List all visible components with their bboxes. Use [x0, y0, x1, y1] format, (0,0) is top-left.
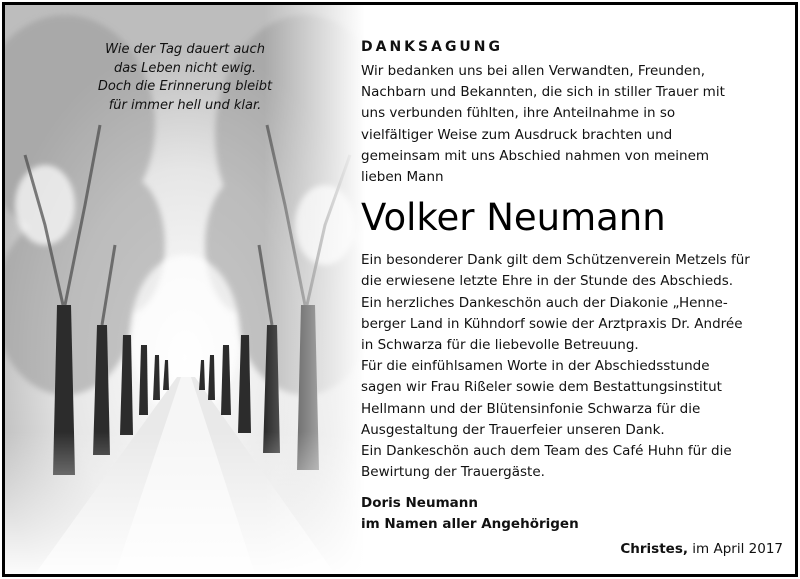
- signature-name: Doris Neumann: [361, 495, 478, 512]
- text-line: uns verbunden fühlten, ihre Anteilnahme in so: [361, 105, 676, 122]
- text-line: vielfältiger Weise zum Ausdruck brachten und: [361, 126, 673, 143]
- text-line: Ein besonderer Dank gilt dem Schützenverein Metzels für: [361, 252, 750, 269]
- place-date: im April 2017: [692, 541, 783, 557]
- text-line: Ein Dankeschön auch dem Team des Café Huhn für die: [361, 443, 732, 460]
- text-line: Für die einfühlsamen Worte in der Abschiedsstunde: [361, 358, 710, 375]
- poem-line: Wie der Tag dauert auch: [105, 42, 265, 57]
- text-line: in Schwarza für die liebevolle Betreuung.: [361, 337, 639, 354]
- memorial-poem: [85, 41, 285, 115]
- place-town: Christes,: [620, 541, 688, 557]
- text-line: die erwiesene letzte Ehre in der Stunde des Abschieds.: [361, 273, 734, 290]
- text-line: Bewirtung der Trauergäste.: [361, 464, 545, 481]
- notice-content: [361, 39, 791, 535]
- text-line: gemeinsam mit uns Abschied nahmen von meinem: [361, 147, 710, 164]
- text-line: Wir bedanken uns bei allen Verwandten, Freunden,: [361, 63, 706, 79]
- text-line: sagen wir Frau Rißeler sowie dem Bestattungsinstitut: [361, 379, 722, 396]
- intro-paragraph: [361, 61, 791, 188]
- thanks-paragraph: [361, 250, 791, 483]
- text-line: lieben Mann: [361, 169, 444, 186]
- poem-line: das Leben nicht ewig.: [113, 60, 257, 76]
- text-line: Nachbarn und Bekannten, die sich in stiller Trauer mit: [361, 84, 725, 101]
- place-and-date: [620, 541, 783, 557]
- text-line: Ein herzliches Dankeschön auch der Diakonie „Henne-: [361, 294, 728, 311]
- obituary-notice: [2, 2, 798, 577]
- poem-line: für immer hell und klar.: [108, 97, 262, 113]
- poem-line: Doch die Erinnerung bleibt: [97, 79, 273, 94]
- signature-subline: im Namen aller Angehörigen: [361, 516, 579, 533]
- signature: [361, 493, 791, 535]
- notice-heading: DANKSAGUNG: [361, 39, 504, 55]
- text-line: Hellmann und der Blütensinfonie Schwarza für die: [361, 400, 701, 417]
- text-line: Ausgestaltung der Trauerfeier unseren Dank.: [361, 421, 665, 438]
- deceased-name: Volker Neumann: [361, 196, 666, 240]
- text-line: berger Land in Kühndorf sowie der Arztpraxis Dr. Andrée: [361, 315, 743, 332]
